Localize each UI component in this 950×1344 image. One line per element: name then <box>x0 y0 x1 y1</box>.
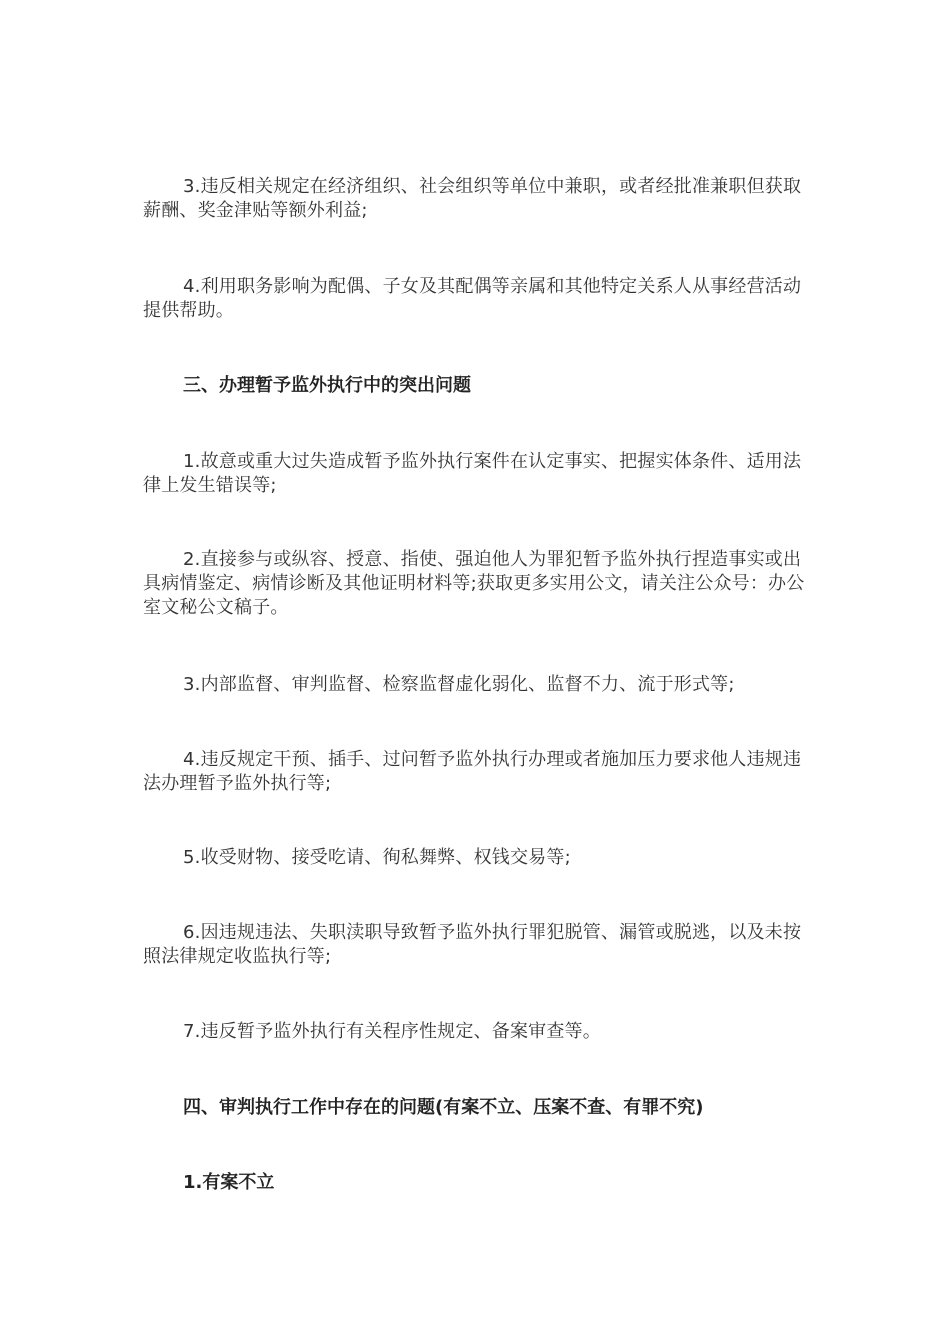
paragraph-item-1-errors: 1.故意或重大过失造成暂予监外执行案件在认定事实、把握实体条件、适用法律上发生错误等; <box>143 451 802 496</box>
paragraph-item-4-interference: 4.违反规定干预、插手、过问暂予监外执行办理或者施加压力要求他人违规违法办理暂予监外执行等; <box>143 749 802 794</box>
paragraph-item-6-escape: 6.因违规违法、失职渎职导致暂予监外执行罪犯脱管、漏管或脱逃，以及未按照法律规定收监执行等; <box>143 922 802 967</box>
section-heading-4: 四、审判执行工作中存在的问题(有案不立、压案不查、有罪不究) <box>183 1097 704 1118</box>
paragraph-item-3-part-time-jobs: 3.违反相关规定在经济组织、社会组织等单位中兼职，或者经批准兼职但获取薪酬、奖金津贴等额外利益; <box>143 176 802 221</box>
paragraph-item-4-influence: 4.利用职务影响为配偶、子女及其配偶等亲属和其他特定关系人从事经营活动提供帮助。 <box>143 276 802 321</box>
subheading-1: 1.有案不立 <box>183 1172 275 1193</box>
section-heading-3: 三、办理暂予监外执行中的突出问题 <box>183 375 471 396</box>
paragraph-item-5-bribery: 5.收受财物、接受吃请、徇私舞弊、权钱交易等; <box>183 847 571 868</box>
paragraph-item-3-supervision: 3.内部监督、审判监督、检察监督虚化弱化、监督不力、流于形式等; <box>183 674 735 695</box>
paragraph-item-7-procedure: 7.违反暂予监外执行有关程序性规定、备案审查等。 <box>183 1021 601 1042</box>
paragraph-item-2-fabrication: 2.直接参与或纵容、授意、指使、强迫他人为罪犯暂予监外执行捏造事实或出具病情鉴定、病情诊断及其他证明材料等;获取更多实用公文，请关注公众号：办公室文秘公文稿子。 <box>143 549 805 618</box>
